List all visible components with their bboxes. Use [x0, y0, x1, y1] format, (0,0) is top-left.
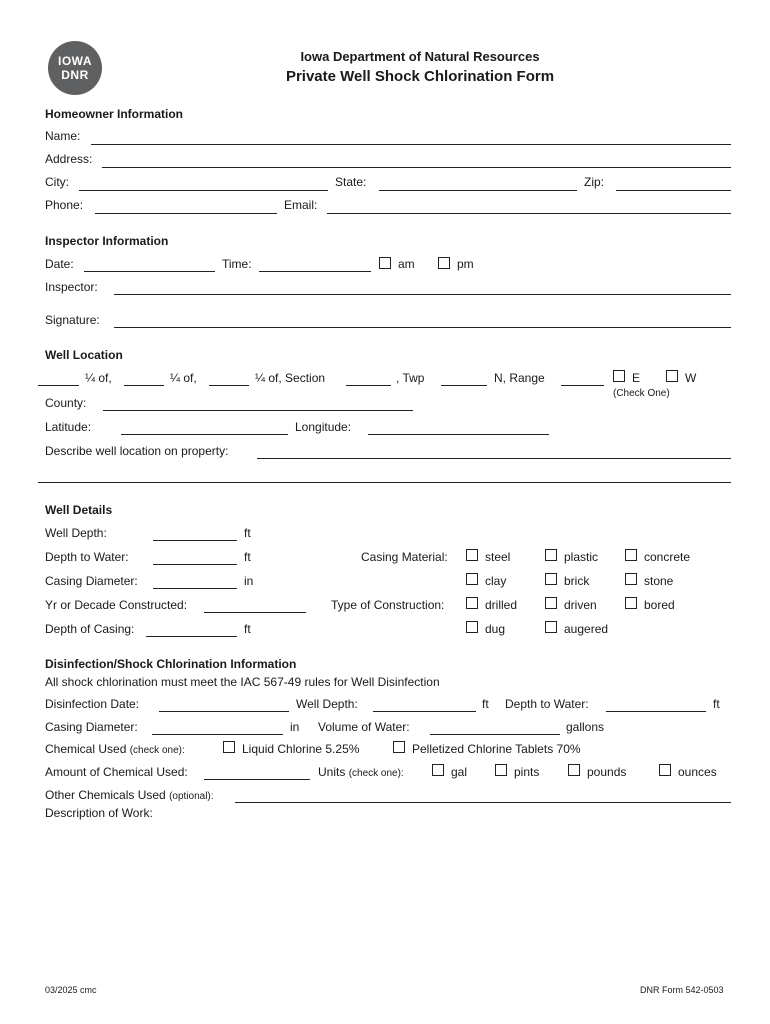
dug-checkbox[interactable] — [466, 621, 478, 633]
address-label: Address: — [45, 152, 93, 166]
date-field[interactable] — [84, 271, 215, 272]
gal-label: gal — [451, 765, 468, 779]
plastic-checkbox[interactable] — [545, 549, 557, 561]
east-label: E — [632, 371, 641, 385]
casing-material-label: Casing Material: — [361, 550, 448, 564]
quarter-1-field[interactable] — [38, 385, 79, 386]
drilled-label: drilled — [485, 598, 518, 612]
inspector-heading: Inspector Information — [45, 234, 169, 248]
volume-of-water-label: Volume of Water: — [318, 720, 410, 734]
pm-checkbox[interactable] — [438, 257, 450, 269]
describe-location-label: Describe well location on property: — [45, 444, 229, 458]
am-label: am — [398, 257, 415, 271]
volume-of-water-field[interactable] — [430, 734, 560, 735]
footer-form-number: DNR Form 542-0503 — [640, 985, 724, 995]
units-text: Units — [318, 765, 346, 779]
other-optional: (optional): — [169, 791, 214, 802]
quarter-2-label: ¼ of, — [170, 371, 197, 385]
pelletized-chlorine-label: Pelletized Chlorine Tablets 70% — [412, 742, 581, 756]
stone-label: stone — [644, 574, 674, 588]
liquid-chlorine-checkbox[interactable] — [223, 741, 235, 753]
describe-location-field-2[interactable] — [38, 482, 731, 483]
units-check-one: (check one): — [348, 768, 404, 779]
depth-to-water-field[interactable] — [153, 564, 237, 565]
ounces-label: ounces — [678, 765, 717, 779]
clay-label: clay — [485, 574, 507, 588]
plastic-label: plastic — [564, 550, 599, 564]
drilled-checkbox[interactable] — [466, 597, 478, 609]
city-field[interactable] — [79, 190, 328, 191]
other-chemicals-label — [45, 788, 214, 802]
name-field[interactable] — [91, 144, 731, 145]
casing-diameter-unit: in — [244, 574, 254, 588]
dug-label: dug — [485, 622, 506, 636]
agency-name: Iowa Department of Natural Resources — [300, 49, 540, 64]
disinfection-casing-diameter-unit: in — [290, 720, 300, 734]
address-field[interactable] — [102, 167, 731, 168]
pints-checkbox[interactable] — [495, 764, 507, 776]
bored-checkbox[interactable] — [625, 597, 637, 609]
phone-field[interactable] — [95, 213, 277, 214]
zip-field[interactable] — [616, 190, 731, 191]
disinfection-date-field[interactable] — [159, 711, 289, 712]
date-label: Date: — [45, 257, 74, 271]
disinfection-well-depth-field[interactable] — [373, 711, 476, 712]
section-label: ¼ of, Section — [255, 371, 326, 385]
quarter-1-label: ¼ of, — [85, 371, 112, 385]
disinfection-casing-diameter-field[interactable] — [152, 734, 283, 735]
iac-rules-note: All shock chlorination must meet the IAC 567-49 rules for Well Disinfection — [45, 675, 440, 689]
augered-checkbox[interactable] — [545, 621, 557, 633]
volume-unit: gallons — [566, 720, 605, 734]
longitude-field[interactable] — [368, 434, 549, 435]
section-field[interactable] — [346, 385, 391, 386]
driven-checkbox[interactable] — [545, 597, 557, 609]
depth-of-casing-field[interactable] — [146, 636, 237, 637]
chemical-check-one: (check one): — [129, 745, 185, 756]
state-field[interactable] — [379, 190, 577, 191]
disinfection-depth-to-water-unit: ft — [713, 697, 720, 711]
description-of-work-label: Description of Work: — [45, 806, 153, 820]
yr-constructed-label: Yr or Decade Constructed: — [45, 598, 188, 612]
bored-label: bored — [644, 598, 675, 612]
gal-checkbox[interactable] — [432, 764, 444, 776]
east-checkbox[interactable] — [613, 370, 625, 382]
logo-line-2: DNR — [61, 68, 89, 82]
steel-label: steel — [485, 550, 511, 564]
township-field[interactable] — [441, 385, 487, 386]
well-depth-unit: ft — [244, 526, 251, 540]
quarter-3-field[interactable] — [209, 385, 249, 386]
liquid-chlorine-label: Liquid Chlorine 5.25% — [242, 742, 360, 756]
disinfection-casing-diameter-label: Casing Diameter: — [45, 720, 138, 734]
time-label: Time: — [222, 257, 252, 271]
depth-of-casing-label: Depth of Casing: — [45, 622, 135, 636]
well-details-heading: Well Details — [45, 503, 113, 517]
phone-label: Phone: — [45, 198, 84, 212]
chemical-used-text: Chemical Used — [45, 742, 127, 756]
signature-label: Signature: — [45, 313, 100, 327]
steel-checkbox[interactable] — [466, 549, 478, 561]
inspector-label: Inspector: — [45, 280, 98, 294]
disinfection-date-label: Disinfection Date: — [45, 697, 140, 711]
pints-label: pints — [514, 765, 540, 779]
concrete-label: concrete — [644, 550, 691, 564]
other-chemicals-text: Other Chemicals Used — [45, 788, 166, 802]
pm-label: pm — [457, 257, 474, 271]
range-field[interactable] — [561, 385, 604, 386]
depth-to-water-label: Depth to Water: — [45, 550, 129, 564]
township-label: , Twp — [396, 371, 425, 385]
ounces-checkbox[interactable] — [659, 764, 671, 776]
disinfection-well-depth-unit: ft — [482, 697, 489, 711]
am-checkbox[interactable] — [379, 257, 391, 269]
homeowner-heading: Homeowner Information — [45, 107, 184, 121]
chemical-used-label — [45, 742, 185, 756]
clay-checkbox[interactable] — [466, 573, 478, 585]
concrete-checkbox[interactable] — [625, 549, 637, 561]
zip-label: Zip: — [584, 175, 605, 189]
email-field[interactable] — [327, 213, 731, 214]
footer-revision: 03/2025 cmc — [45, 985, 97, 995]
other-chemicals-field[interactable] — [235, 802, 731, 803]
state-label: State: — [335, 175, 367, 189]
inspector-field[interactable] — [114, 294, 731, 295]
disinfection-heading: Disinfection/Shock Chlorination Information — [45, 657, 297, 671]
west-checkbox[interactable] — [666, 370, 678, 382]
units-label — [318, 765, 404, 779]
pounds-label: pounds — [587, 765, 627, 779]
augered-label: augered — [564, 622, 609, 636]
disinfection-well-depth-label: Well Depth: — [296, 697, 358, 711]
pounds-checkbox[interactable] — [568, 764, 580, 776]
brick-label: brick — [564, 574, 590, 588]
signature-field[interactable] — [114, 327, 731, 328]
west-label: W — [685, 371, 697, 385]
name-label: Name: — [45, 129, 81, 143]
type-of-construction-label: Type of Construction: — [331, 598, 445, 612]
disinfection-depth-to-water-field[interactable] — [606, 711, 706, 712]
well-depth-field[interactable] — [153, 540, 237, 541]
casing-diameter-label: Casing Diameter: — [45, 574, 138, 588]
form-title: Private Well Shock Chlorination Form — [285, 68, 555, 85]
amount-chemical-field[interactable] — [204, 779, 310, 780]
brick-checkbox[interactable] — [545, 573, 557, 585]
depth-to-water-unit: ft — [244, 550, 251, 564]
driven-label: driven — [564, 598, 597, 612]
latitude-field[interactable] — [121, 434, 288, 435]
disinfection-depth-to-water-label: Depth to Water: — [505, 697, 589, 711]
city-label: City: — [45, 175, 69, 189]
stone-checkbox[interactable] — [625, 573, 637, 585]
well-location-heading: Well Location — [45, 348, 123, 362]
casing-diameter-field[interactable] — [153, 588, 237, 589]
well-depth-label: Well Depth: — [45, 526, 107, 540]
longitude-label: Longitude: — [295, 420, 352, 434]
county-label: County: — [45, 396, 87, 410]
logo-line-1: IOWA — [58, 54, 92, 68]
depth-of-casing-unit: ft — [244, 622, 251, 636]
email-label: Email: — [284, 198, 318, 212]
latitude-label: Latitude: — [45, 420, 92, 434]
county-field[interactable] — [103, 410, 413, 411]
check-one-note: (Check One) — [613, 388, 670, 399]
time-field[interactable] — [259, 271, 371, 272]
amount-chemical-label: Amount of Chemical Used: — [45, 765, 188, 779]
pelletized-chlorine-checkbox[interactable] — [393, 741, 405, 753]
quarter-2-field[interactable] — [124, 385, 164, 386]
yr-constructed-field[interactable] — [204, 612, 306, 613]
describe-location-field[interactable] — [257, 458, 731, 459]
range-label: N, Range — [494, 371, 545, 385]
